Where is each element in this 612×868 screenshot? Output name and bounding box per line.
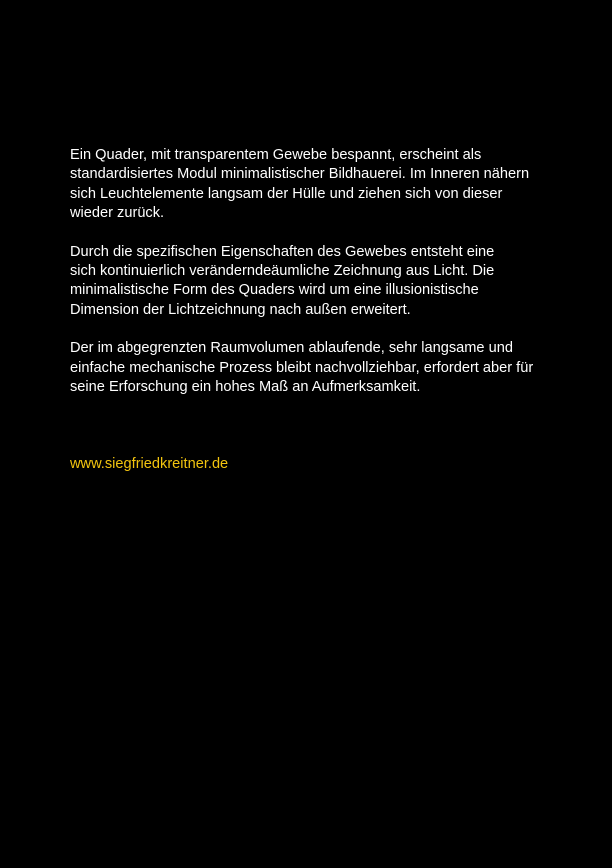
- paragraph-line: Durch die spezifischen Eigenschaften des Gewebes entsteht eine: [70, 243, 495, 260]
- paragraph-line: sich kontinuierlich veränderndeäumliche Zeichnung aus Licht. Die: [70, 263, 495, 280]
- paragraph-1: [70, 146, 580, 224]
- text-body: [70, 146, 580, 416]
- paragraph-line: minimalistische Form des Quaders wird um eine illusionistische: [70, 282, 479, 299]
- paragraph-2: [70, 243, 580, 321]
- paragraph-line: seine Erforschung ein hohes Maß an Aufmerksamkeit.: [70, 379, 421, 396]
- paragraph-line: einfache mechanische Prozess bleibt nachvollziehbar, erfordert aber für: [70, 359, 534, 376]
- paragraph-line: wieder zurück.: [70, 205, 165, 222]
- paragraph-3: [70, 339, 580, 397]
- paragraph-line: Ein Quader, mit transparentem Gewebe bespannt, erscheint als: [70, 147, 482, 163]
- website-link[interactable]: www.siegfriedkreitner.de: [70, 456, 229, 472]
- paragraph-line: Der im abgegrenzten Raumvolumen ablaufende, sehr langsame und: [70, 340, 513, 357]
- paragraph-line: standardisiertes Modul minimalistischer Bildhauerei. Im Inneren nähern: [70, 166, 530, 183]
- paragraph-line: Dimension der Lichtzeichnung nach außen erweitert.: [70, 301, 411, 318]
- paragraph-line: sich Leuchtelemente langsam der Hülle und ziehen sich von dieser: [70, 185, 503, 202]
